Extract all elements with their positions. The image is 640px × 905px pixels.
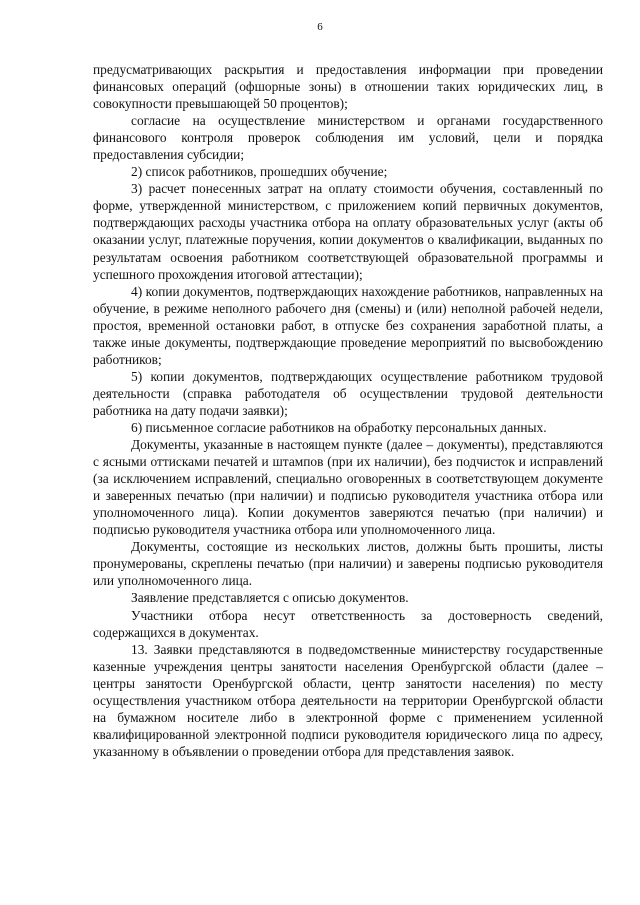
paragraph-item-13-submission: 13. Заявки представляются в подведомственные министерству государственные казенные учреждения центры занятости населения Оренбургской области (далее – центры занятости Оренбургской области, центр занятости населения) по месту осуществления участником отбора деятельности на территории Оренбургской области на бумажном носителе либо в электронной форме с применением усиленной квалифицированной электронной подписи руководителя юридического лица по адресу, указанному в объявлении о проведении отбора для представления заявок. xyxy=(93,641,603,759)
document-body xyxy=(93,61,603,760)
paragraph-document-requirements: Документы, указанные в настоящем пункте (далее – документы), представляются с ясными оттисками печатей и штампов (при их наличии), без подчисток и исправлений (за исключением исправлений, специально оговоренных в соответствующем документе и заверенных печатью (при наличии) и подписью руководителя участника отбора или уполномоченного лица). Копии документов заверяются печатью (при наличии) и подписью руководителя участника отбора или уполномоченного лица. xyxy=(93,437,603,538)
paragraph-inventory: Заявление представляется с описью документов. xyxy=(131,590,409,606)
paragraph-item-5-employment-documents: 5) копии документов, подтверждающих осуществление работником трудовой деятельности (справка работодателя об осуществлении трудовой деятельности работника на дату подачи заявки); xyxy=(93,368,603,418)
paragraph-item-6-personal-data-consent: 6) письменное согласие работников на обработку персональных данных. xyxy=(131,419,547,435)
paragraph-multi-sheet-documents: Документы, состоящие из нескольких листов, должны быть прошиты, листы пронумерованы, скреплены печатью (при наличии) и заверены подписью руководителя или уполномоченного лица. xyxy=(93,539,603,589)
paragraph-item-4-part-time-documents: 4) копии документов, подтверждающих нахождение работников, направленных на обучение, в режиме неполного рабочего дня (смены) и (или) неполной рабочей недели, простоя, временной остановки работ, в отпуске без сохранения заработной платы, а также иные документы, подтверждающие проведение мероприятий по высвобождению работников; xyxy=(93,283,603,367)
paragraph-responsibility: Участники отбора несут ответственность за достоверность сведений, содержащихся в документах. xyxy=(93,607,603,640)
paragraph-item-3-cost-calculation: 3) расчет понесенных затрат на оплату стоимости обучения, составленный по форме, утвержденной министерством, с приложением копий первичных документов, подтверждающих расходы участника отбора на оплату образовательных услуг (акты об оказании услуг, платежные поручения, копии документов о квалификации, выданных по результатам освоения работником соответствующей образовательной программы и успешного прохождения итоговой аттестации); xyxy=(93,181,603,282)
page-number: 6 xyxy=(317,21,323,33)
paragraph-item-2-employee-list: 2) список работников, прошедших обучение; xyxy=(131,164,388,180)
paragraph-consent-to-audit: согласие на осуществление министерством и органами государственного финансового контроля проверок соблюдения им условий, цели и порядка предоставления субсидии; xyxy=(93,113,603,163)
paragraph-offshore-continuation: предусматривающих раскрытия и предоставления информации при проведении финансовых операций (офшорные зоны) в отношении таких юридических лиц, в совокупности превышающей 50 процентов); xyxy=(93,62,603,112)
